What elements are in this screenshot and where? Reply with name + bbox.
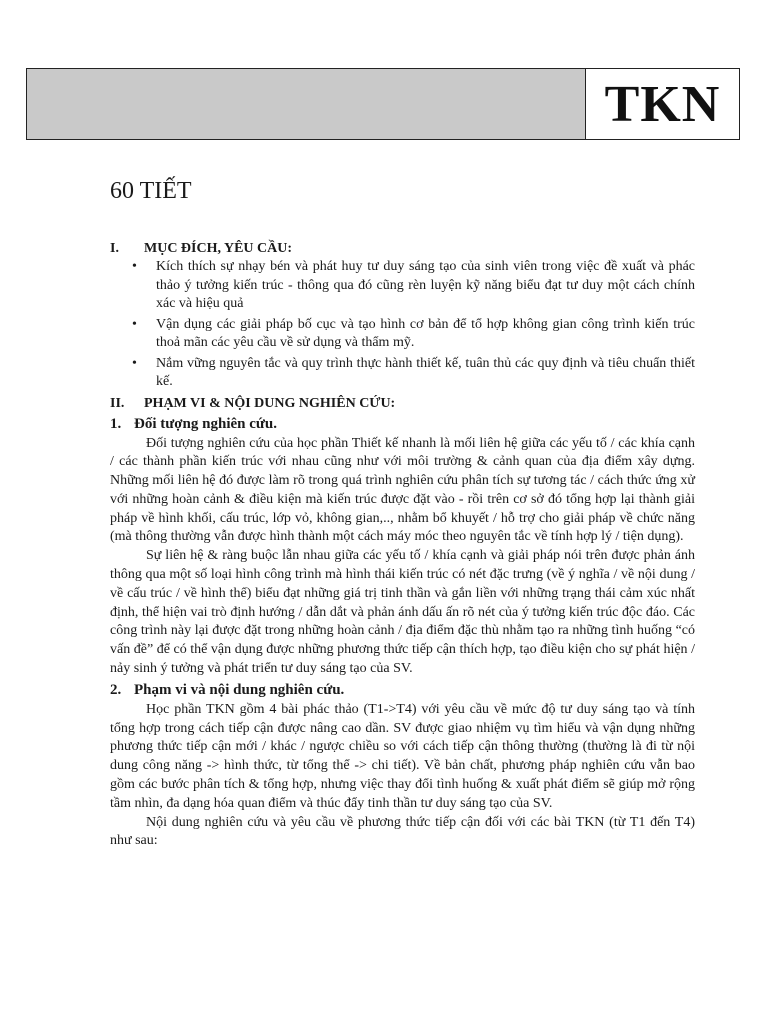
document-header	[26, 68, 740, 140]
paragraph: Học phần TKN gồm 4 bài phác thảo (T1->T4) với yêu cầu về mức độ tư duy sáng tạo và tính tổng hợp trong cách tiếp cận được nâng cao dần. SV được giao nhiệm vụ tìm hiểu và vận dụng những phương thức tiếp cận mới / khác / ngược chiều so với cách tiếp cận thông thường (thường là đi từ nội dung công năng -> hình thức, từ tổng thể -> chi tiết). Về bản chất, phương pháp nghiên cứu vẫn bao gồm các bước phân tích & tổng hợp, nhưng việc thay đổi tình huống & xuất phát điểm sẽ giúp mở rộng tầm nhìn, đa dạng hóa quan điểm và thúc đẩy tinh thần tư duy sáng tạo của SV.	[110, 701, 695, 811]
section-1-bullet-list	[110, 258, 695, 392]
bullet-item: • Vận dụng các giải pháp bố cục và tạo hình cơ bản để tổ hợp không gian công trình kiến trúc thoả mãn các yêu cầu về sử dụng và thẩm mỹ.	[132, 316, 695, 353]
subsection-2-title: Phạm vi và nội dung nghiên cứu.	[134, 681, 345, 698]
paragraph: Sự liên hệ & ràng buộc lẫn nhau giữa các yếu tố / khía cạnh và giải pháp nói trên được phản ánh thông qua một số loại hình công trình mà hình thái kiến trúc có nét đặc trưng (về ý nghĩa / về nội dung / về cấu trúc / về hình thể) biểu đạt những giá trị tinh thần và gắn liền với những trạng thái cảm xúc nhất định, thể hiện vai trò định hướng / dẫn dắt và phản ánh dấu ấn rõ nét của ý tưởng kiến trúc độc đáo. Các công trình này lại được đặt trong những hoàn cảnh / địa điểm đặc thù nhằm tạo ra những tình huống “có vấn đề” để có thể vận dụng được những phương thức tiếp cận thích hợp, tạo điều kiện cho sự phát hiện / nảy sinh ý tưởng và phát triển tư duy sáng tạo của SV.	[110, 548, 695, 677]
document-body	[110, 178, 695, 851]
subsection-1-number: 1.	[110, 415, 122, 432]
bullet-item: • Kích thích sự nhạy bén và phát huy tư duy sáng tạo của sinh viên trong việc đề xuất và phác thảo ý tưởng kiến trúc - thông qua đó cũng rèn luyện kỹ năng biểu đạt tư duy một cách chính xác và hiệu quả	[132, 258, 695, 314]
header-title: TKN	[604, 75, 721, 133]
section-2-heading	[110, 394, 695, 413]
paragraph: Đối tượng nghiên cứu của học phần Thiết kế nhanh là mối liên hệ giữa các yếu tố / các khía cạnh / các thành phần kiến trúc với nhau cũng như với môi trường & cảnh quan của địa điểm xây dựng. Những mối liên hệ đó được làm rõ trong quá trình nghiên cứu phân tích sự tương tác / cách thức ứng xử với những hoàn cảnh & điều kiện mà kiến trúc được đặt vào - rồi trên cơ sở đó tổng hợp lại thành giải pháp về hình khối, cấu trúc, lớp vỏ, không gian,.., nhằm bổ khuyết / hỗ trợ cho giải pháp về chức năng (mà thông thường vẫn được hình thành một cách máy móc theo nguyên tắc về tính hợp lý / tiện dụng).	[110, 435, 695, 545]
section-2-title: PHẠM VI & NỘI DUNG NGHIÊN CỨU:	[144, 395, 396, 411]
section-1-heading	[110, 239, 695, 258]
header-gray-band	[27, 69, 586, 139]
subsection-1-title: Đối tượng nghiên cứu.	[134, 415, 277, 432]
subsection-1-heading	[110, 413, 695, 435]
bullet-item: • Nắm vững nguyên tắc và quy trình thực hành thiết kế, tuân thủ các quy định và tiêu chuẩn thiết kế.	[132, 355, 695, 392]
paragraph: Nội dung nghiên cứu và yêu cầu về phương thức tiếp cận đối với các bài TKN (từ T1 đến T4) như sau:	[110, 814, 695, 849]
subsection-2-number: 2.	[110, 681, 122, 698]
subsection-2-heading	[110, 679, 695, 701]
section-1-title: MỤC ĐÍCH, YÊU CẦU:	[144, 241, 293, 256]
section-1-number: I.	[110, 241, 119, 256]
section-2-number: II.	[110, 395, 125, 411]
course-hours: 60 TIẾT	[110, 178, 192, 204]
